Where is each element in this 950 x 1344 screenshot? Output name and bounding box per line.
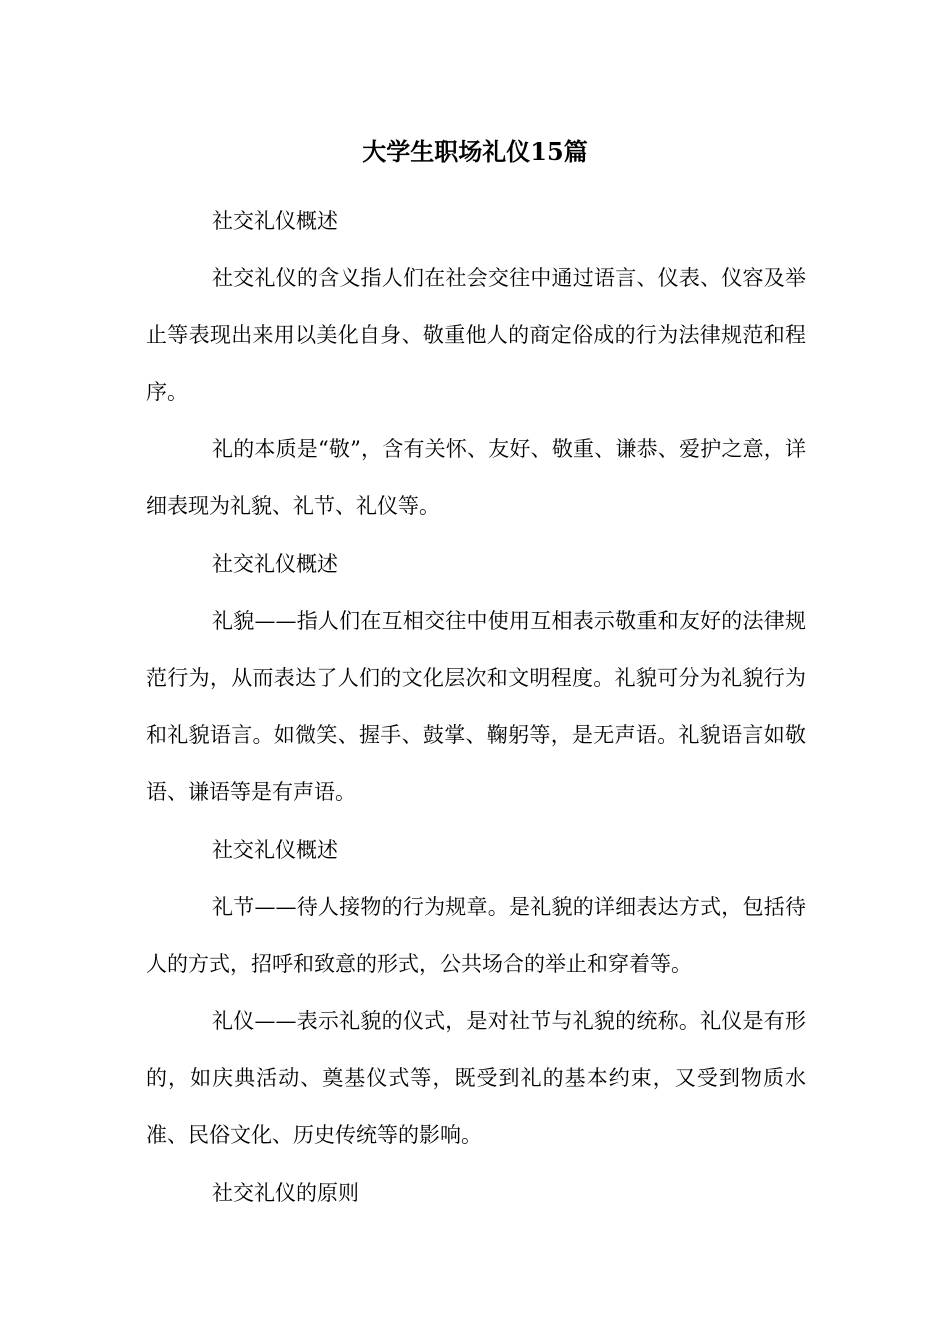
paragraph: 礼节——待人接物的行为规章。是礼貌的详细表达方式，包括待人的方式，招呼和致意的形式，公共场合的举止和穿着等。 xyxy=(146,895,806,976)
document-title: 大学生职场礼仪15篇 xyxy=(362,137,588,166)
section-heading: 社交礼仪的原则 xyxy=(212,1181,359,1205)
section-heading: 社交礼仪概述 xyxy=(212,209,338,233)
paragraph: 社交礼仪的含义指人们在社会交往中通过语言、仪表、仪容及举止等表现出来用以美化自身、敬重他人的商定俗成的行为法律规范和程序。 xyxy=(146,266,806,404)
paragraph: 礼仪——表示礼貌的仪式，是对社节与礼貌的统称。礼仪是有形的，如庆典活动、奠基仪式等，既受到礼的基本约束，又受到物质水准、民俗文化、历史传统等的影响。 xyxy=(146,1009,806,1147)
paragraph: 礼貌——指人们在互相交往中使用互相表示敬重和友好的法律规范行为，从而表达了人们的文化层次和文明程度。礼貌可分为礼貌行为和礼貌语言。如微笑、握手、鼓掌、鞠躬等，是无声语。礼貌语言如敬语、谦语等是有声语。 xyxy=(146,609,806,804)
section-heading: 社交礼仪概述 xyxy=(212,838,338,862)
section-heading: 社交礼仪概述 xyxy=(212,552,338,576)
paragraph: 礼的本质是“敬”，含有关怀、友好、敬重、谦恭、爱护之意，详细表现为礼貌、礼节、礼仪等。 xyxy=(146,437,806,518)
